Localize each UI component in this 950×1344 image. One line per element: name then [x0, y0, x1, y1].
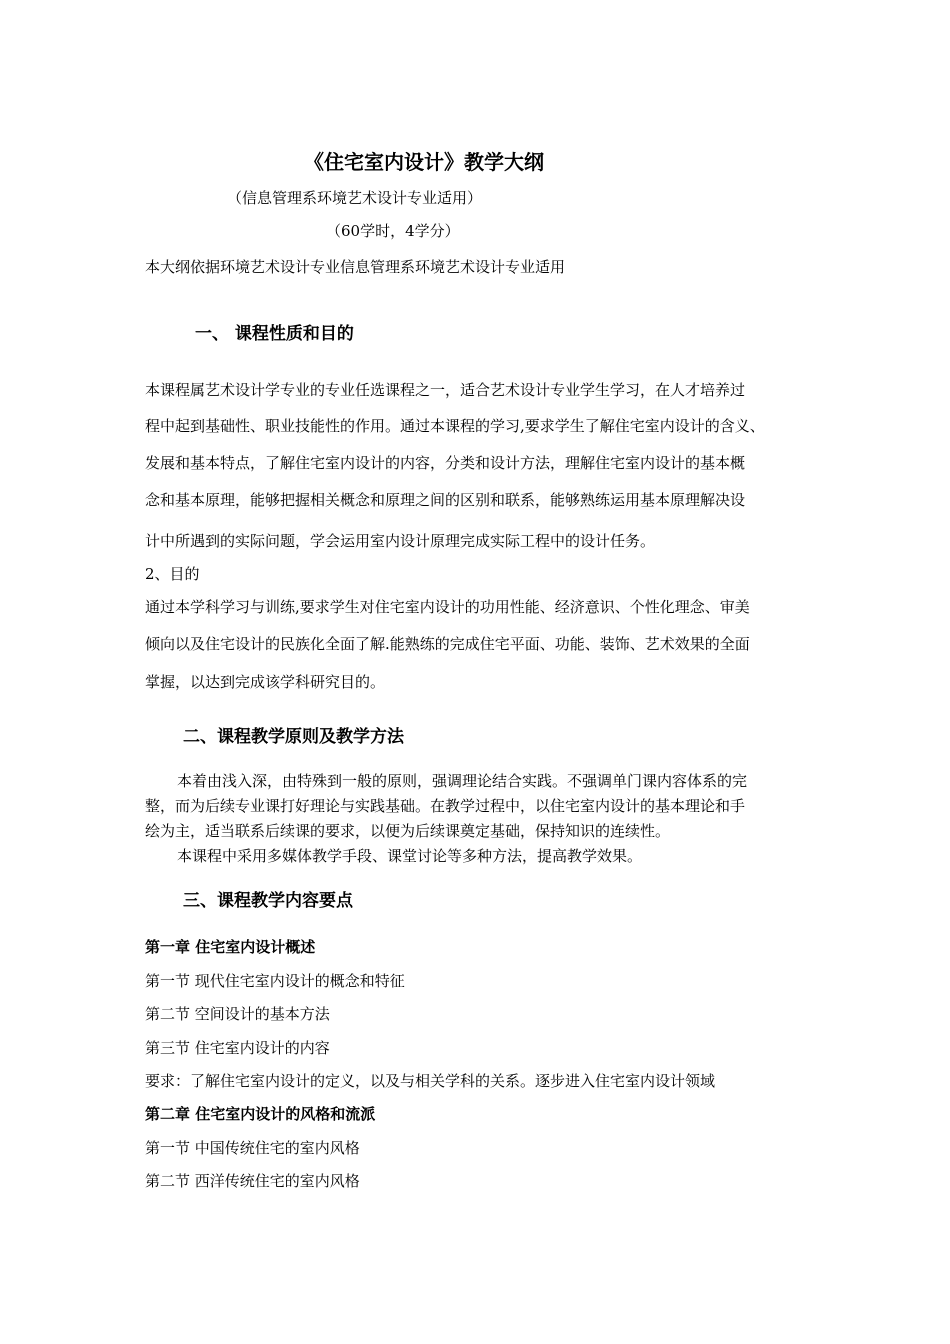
doc-title: 《住宅室内设计》教学大纲 [304, 150, 544, 174]
doc-subtitle: （信息管理系环境艺术设计专业适用） [227, 189, 483, 207]
chapter2-section2: 第二节 西洋传统住宅的室内风格 [145, 1172, 360, 1190]
section1-para2-line: 掌握，以达到完成该学科研究目的。 [145, 673, 386, 691]
chapter2-title: 第二章 住宅室内设计的风格和流派 [145, 1105, 376, 1123]
section1-para1-line: 念和基本原理，能够把握相关概念和原理之间的区别和联系，能够熟练运用基本原理解决设 [145, 491, 746, 509]
doc-basis: 本大纲依据环境艺术设计专业信息管理系环境艺术设计专业适用 [145, 258, 566, 276]
chapter1-section3: 第三节 住宅室内设计的内容 [145, 1039, 330, 1057]
section1-sub2: 2、目的 [145, 565, 200, 583]
section2-para1-line: 绘为主，适当联系后续课的要求，以便为后续课奠定基础，保持知识的连续性。 [145, 822, 671, 840]
doc-hours: （60学时，4学分） [326, 222, 460, 240]
chapter1-section1: 第一节 现代住宅室内设计的概念和特征 [145, 972, 405, 990]
chapter1-section2: 第二节 空间设计的基本方法 [145, 1005, 330, 1023]
section1-para1-line: 计中所遇到的实际问题，学会运用室内设计原理完成实际工程中的设计任务。 [145, 532, 656, 550]
section2-para2: 本课程中采用多媒体教学手段、课堂讨论等多种方法，提高教学效果。 [177, 847, 643, 865]
section1-para1-line: 程中起到基础性、职业技能性的作用。通过本课程的学习,要求学生了解住宅室内设计的含义、 [145, 417, 765, 435]
chapter1-title: 第一章 住宅室内设计概述 [145, 938, 316, 956]
section1-para1-line: 本课程属艺术设计学专业的专业任选课程之一，适合艺术设计专业学生学习，在人才培养过 [145, 381, 746, 399]
chapter1-requirement: 要求：了解住宅室内设计的定义，以及与相关学科的关系。逐步进入住宅室内设计领域 [145, 1072, 716, 1090]
section1-heading: 一、 课程性质和目的 [195, 324, 354, 344]
section3-heading: 三、课程教学内容要点 [183, 891, 353, 911]
section1-para2-line: 倾向以及住宅设计的民族化全面了解.能熟练的完成住宅平面、功能、装饰、艺术效果的全面 [145, 635, 750, 653]
section2-para1-line: 本着由浅入深，由特殊到一般的原则，强调理论结合实践。不强调单门课内容体系的完 [177, 772, 748, 790]
section1-para1-line: 发展和基本特点，了解住宅室内设计的内容，分类和设计方法，理解住宅室内设计的基本概 [145, 454, 746, 472]
section2-para1-line: 整，而为后续专业课打好理论与实践基础。在教学过程中，以住宅室内设计的基本理论和手 [145, 797, 746, 815]
section2-heading: 二、课程教学原则及教学方法 [183, 727, 404, 747]
chapter2-section1: 第一节 中国传统住宅的室内风格 [145, 1139, 360, 1157]
section1-para2-line: 通过本学科学习与训练,要求学生对住宅室内设计的功用性能、经济意识、个性化理念、审美 [145, 598, 750, 616]
